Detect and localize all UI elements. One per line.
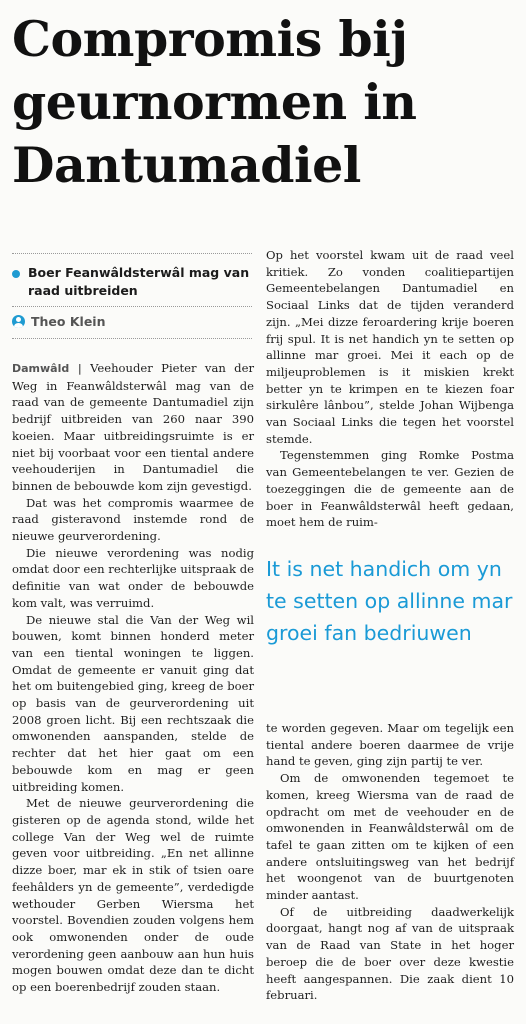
paragraph: Tegenstemmen ging Romke Postma van Gemeentebelangen te ver. Gezien de toezeggingen die de gemeente aan de boer in Feanwâldsterwâl heeft gedaan, moet hem de ruim- — [266, 448, 514, 530]
article-column-left — [12, 360, 254, 996]
article-column-right-top — [266, 247, 514, 531]
person-icon — [12, 315, 25, 328]
paragraph: Op het voorstel kwam uit de raad veel kritiek. Zo vonden coalitiepartijen Gemeentebelangen Dantumadiel en Sociaal Links dat de tijden veranderd zijn. „Mei dizze feroardering krije boeren frij spul. It is net handich yn te setten op allinne mar groei. Mei it each op de miljeuproblemen is it miskien krekt better yn te krimpen en te kiezen foar sirkulêre lânbou”, stelde Johan Wijbenga van Sociaal Links die tegen het voorstel stemde. — [266, 248, 514, 446]
subheadline-text: Boer Feanwâldsterwâl mag van raad uitbreiden — [28, 265, 250, 298]
dateline: Damwâld | — [12, 362, 82, 375]
article-column-right-bottom — [266, 720, 514, 1004]
paragraph: Die nieuwe verordening was nodig omdat door een rechterlijke uitspraak de definitie van wat onder de bebouwde kom valt, was verruimd. — [12, 545, 254, 610]
bullet-dot-icon — [12, 270, 20, 278]
paragraph: De nieuwe stal die Van der Weg wil bouwen, komt binnen honderd meter van een tiental woningen te liggen. Omdat de gemeente er vanuit ging dat het om buitengebied ging, kreeg de boer op basis van de geurverordening uit 2008 groen licht. Bij een rechtszaak die omwonenden aanspanden, stelde de rechter dat het hier gaat om een bebouwde kom en mag er geen uitbreiding komen. — [12, 612, 254, 794]
divider-byline-bottom — [12, 338, 252, 339]
byline — [12, 314, 105, 329]
divider-subhead-top — [12, 253, 252, 254]
paragraph: Met de nieuwe geurverordening die gisteren op de agenda stond, wilde het college Van der Weg wel de ruimte geven voor uitbreiding. „En net allinne dizze boer, mar ek in stik of tsien oare feehâlders yn de gemeente”, verdedigde wethouder Gerben Wiersma het voorstel. Bovendien zouden volgens hem ook omwonenden onder de oude verordening geen aanbouw aan hun huis mogen bouwen omdat deze dan te dicht op een boerenbedrijf zouden staan. — [12, 796, 254, 995]
divider-subhead-bottom — [12, 306, 252, 307]
paragraph: Dat was het compromis waarmee de raad gisteravond instemde rond de nieuwe geurverordening. — [12, 495, 254, 544]
paragraph: Om de omwonenden tegemoet te komen, kreeg Wiersma van de raad de opdracht om met de veehouder en de omwonenden in Feanwâldsterwâl om de tafel te gaan zitten om te kijken of een andere ontsluitingsweg van het bedrijf het woongenot van de buurtgenoten minder aantast. — [266, 771, 514, 903]
paragraph: Of de uitbreiding daadwerkelijk doorgaat, hangt nog af van de uitspraak van de Raad van State in het hoger beroep die de boer over deze kwestie heeft aangespannen. Die zaak dient 10 februari. — [266, 904, 514, 1003]
author-name: Theo Klein — [31, 314, 106, 329]
paragraph: te worden gegeven. Maar om tegelijk een tiental andere boeren daarmee de vrije hand te geven, ging zijn partij te ver. — [266, 721, 514, 769]
pull-quote: It is net handich om yn te setten op allinne mar groei fan bedriuwen — [266, 557, 513, 645]
subheadline — [12, 264, 252, 300]
paragraph: Damwâld | Veehouder Pieter van der Weg in Feanwâldsterwâl mag van de raad van de gemeente Dantumadiel zijn bedrijf uitbreiden van 260 naar 390 koeien. Maar uitbreidingsruimte is er niet bij voorbaat voor een tiental andere veehouderijen in Dantumadiel die binnen de bebouwde kom zijn gevestigd. — [12, 361, 254, 493]
headline: Compromis bij geurnormen in Dantumadiel — [12, 10, 417, 194]
